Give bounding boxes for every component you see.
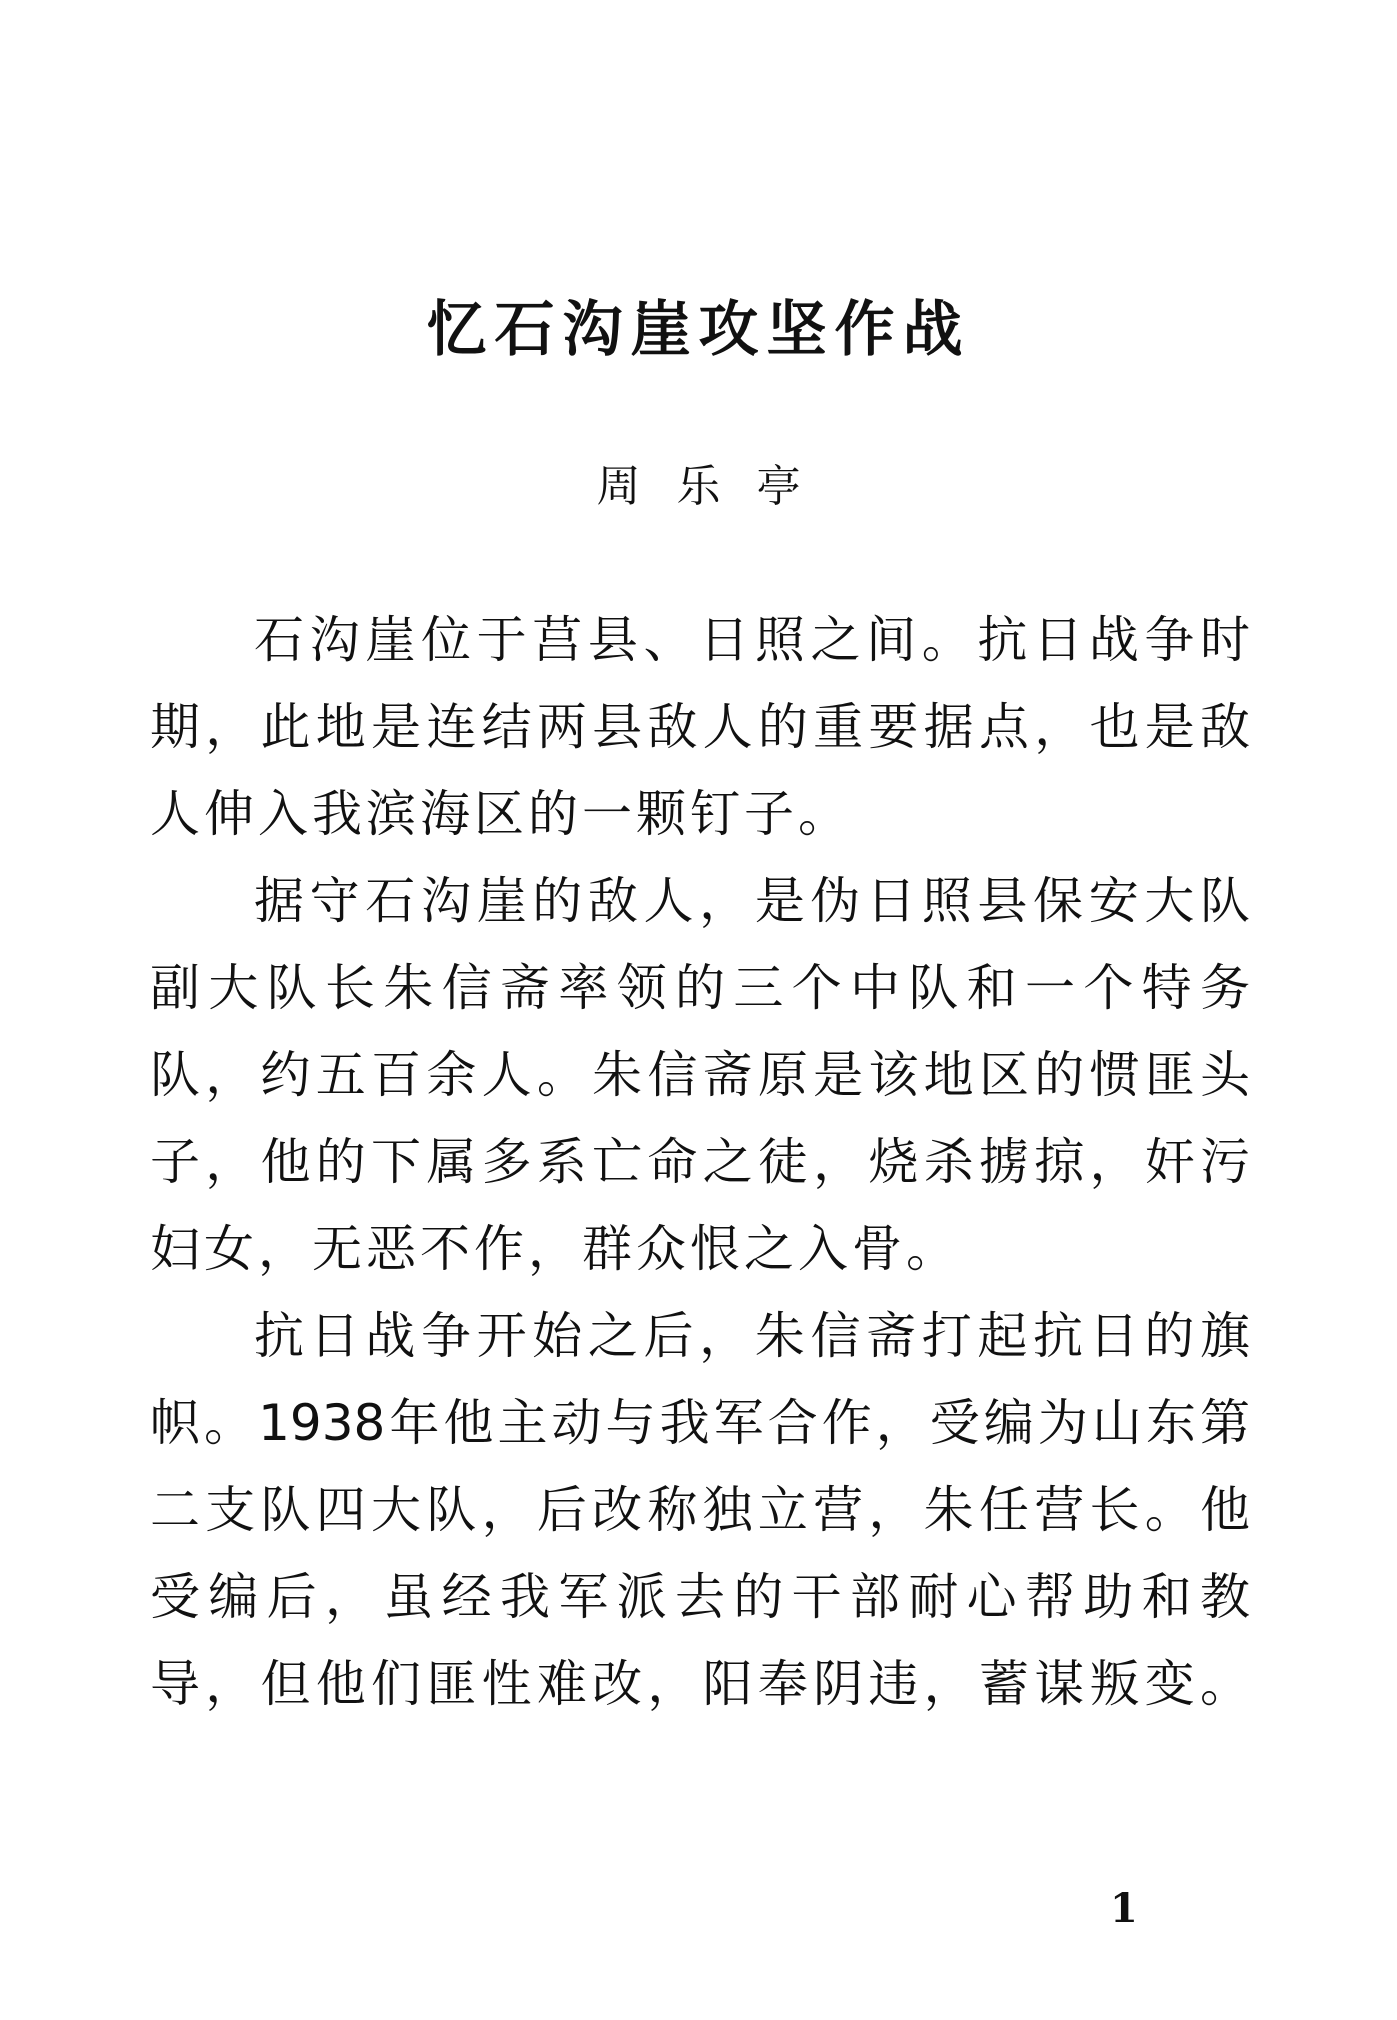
text-line: 二支队四大队，后改称独立营，朱任营长。他 bbox=[150, 1481, 1250, 1539]
text-line: 期，此地是连结两县敌人的重要据点，也是敌 bbox=[150, 698, 1250, 756]
text-line: 石沟崖位于莒县、日照之间。抗日战争时 bbox=[254, 611, 1250, 669]
text-line: 帜。1938年他主动与我军合作，受编为山东第 bbox=[150, 1394, 1250, 1452]
author-name: 周乐亭 bbox=[596, 461, 837, 512]
text-line: 妇女，无恶不作，群众恨之入骨。 bbox=[150, 1220, 960, 1278]
text-line: 子，他的下属多系亡命之徒，烧杀掳掠，奸污 bbox=[150, 1133, 1250, 1191]
text-line: 队，约五百余人。朱信斋原是该地区的惯匪头 bbox=[150, 1046, 1250, 1104]
text-line: 导，但他们匪性难改，阳奉阴违，蓄谋叛变。 bbox=[150, 1655, 1250, 1713]
page-number: 1 bbox=[1110, 1885, 1138, 1932]
text-line: 受编后，虽经我军派去的干部耐心帮助和教 bbox=[150, 1568, 1250, 1626]
text-line: 抗日战争开始之后，朱信斋打起抗日的旗 bbox=[254, 1307, 1250, 1365]
text-line: 人伸入我滨海区的一颗钉子。 bbox=[150, 785, 852, 843]
body-text bbox=[150, 597, 1250, 1728]
chapter-title: 忆石沟崖攻坚作战 bbox=[426, 295, 971, 365]
text-line: 副大队长朱信斋率领的三个中队和一个特务 bbox=[150, 959, 1250, 1017]
text-line: 据守石沟崖的敌人，是伪日照县保安大队 bbox=[254, 872, 1250, 930]
